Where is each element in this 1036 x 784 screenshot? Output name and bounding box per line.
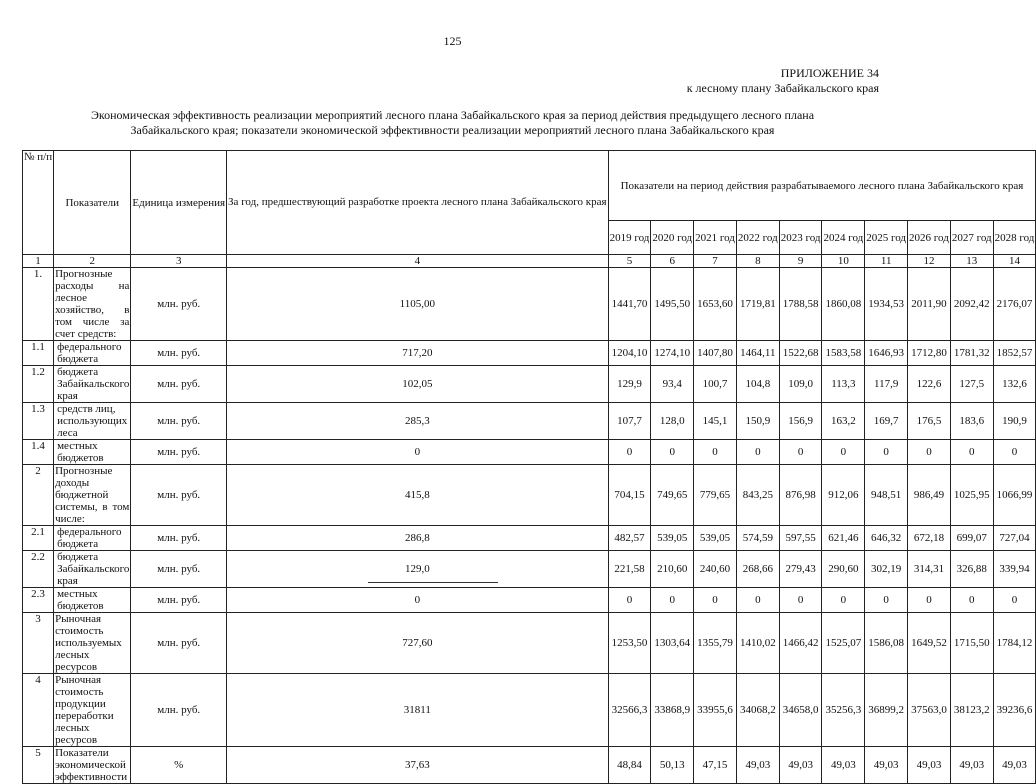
row-prev-year-value: 0 <box>227 440 609 465</box>
column-number: 4 <box>227 255 609 268</box>
row-year-value: 0 <box>651 440 694 465</box>
row-unit: млн. руб. <box>131 613 227 674</box>
row-prev-year-value: 129,0 <box>227 551 609 588</box>
row-number: 1. <box>23 268 54 341</box>
appendix-line-2: к лесному плану Забайкальского края <box>686 81 879 95</box>
row-year-value: 2176,07 <box>993 268 1036 341</box>
column-number: 14 <box>993 255 1036 268</box>
row-year-value: 109,0 <box>779 366 822 403</box>
header-period: Показатели на период действия разрабатываемого лесного плана Забайкальского края <box>608 151 1036 221</box>
row-year-value: 145,1 <box>694 403 737 440</box>
row-year-value: 1653,60 <box>694 268 737 341</box>
row-year-value: 672,18 <box>908 526 951 551</box>
title-line-2: Забайкальского края; показатели экономической эффективности реализации мероприятий лесного плана Забайкальского края <box>130 123 775 137</box>
row-year-value: 117,9 <box>865 366 908 403</box>
row-unit: млн. руб. <box>131 366 227 403</box>
table-row <box>23 551 1036 588</box>
row-year-value: 0 <box>950 440 993 465</box>
row-year-value: 35256,3 <box>822 674 865 747</box>
row-year-value: 1860,08 <box>822 268 865 341</box>
row-indicator-name: средств лиц, использующих леса <box>54 403 131 440</box>
row-prev-year-value: 717,20 <box>227 341 609 366</box>
row-year-value: 49,03 <box>779 747 822 784</box>
appendix-caption <box>687 66 879 96</box>
row-year-value: 1646,93 <box>865 341 908 366</box>
row-prev-year-value: 31811 <box>227 674 609 747</box>
row-number: 5 <box>23 747 54 784</box>
row-year-value: 1303,64 <box>651 613 694 674</box>
row-year-value: 948,51 <box>865 465 908 526</box>
row-year-value: 0 <box>736 588 779 613</box>
column-number: 13 <box>950 255 993 268</box>
row-year-value: 1441,70 <box>608 268 651 341</box>
table-row <box>23 268 1036 341</box>
row-year-value: 240,60 <box>694 551 737 588</box>
row-year-value: 163,2 <box>822 403 865 440</box>
header-year: 2025 год <box>865 221 908 255</box>
row-unit: млн. руб. <box>131 588 227 613</box>
row-indicator-name: Рыночная стоимость продукции переработки лесных ресурсов <box>54 674 131 747</box>
row-year-value: 39236,6 <box>993 674 1036 747</box>
row-year-value: 0 <box>779 440 822 465</box>
row-year-value: 704,15 <box>608 465 651 526</box>
row-year-value: 1715,50 <box>950 613 993 674</box>
row-unit: млн. руб. <box>131 526 227 551</box>
row-year-value: 0 <box>608 588 651 613</box>
table-row <box>23 674 1036 747</box>
row-number: 3 <box>23 613 54 674</box>
row-indicator-name: федерального бюджета <box>54 341 131 366</box>
row-year-value: 597,55 <box>779 526 822 551</box>
row-year-value: 912,06 <box>822 465 865 526</box>
row-unit: млн. руб. <box>131 551 227 588</box>
row-prev-year-value: 102,05 <box>227 366 609 403</box>
row-unit: млн. руб. <box>131 403 227 440</box>
row-year-value: 876,98 <box>779 465 822 526</box>
row-year-value: 646,32 <box>865 526 908 551</box>
row-year-value: 176,5 <box>908 403 951 440</box>
row-year-value: 339,94 <box>993 551 1036 588</box>
row-year-value: 1522,68 <box>779 341 822 366</box>
row-year-value: 113,3 <box>822 366 865 403</box>
row-prev-year-value: 727,60 <box>227 613 609 674</box>
row-year-value: 843,25 <box>736 465 779 526</box>
row-year-value: 132,6 <box>993 366 1036 403</box>
row-indicator-name: Прогнозные расходы на лесное хозяйство, в том числе за счет средств: <box>55 268 130 340</box>
row-number: 4 <box>23 674 54 747</box>
row-year-value: 33955,6 <box>694 674 737 747</box>
row-year-value: 0 <box>694 440 737 465</box>
row-year-value: 0 <box>993 440 1036 465</box>
row-unit: % <box>131 747 227 784</box>
row-year-value: 0 <box>950 588 993 613</box>
row-year-value: 539,05 <box>694 526 737 551</box>
row-year-value: 699,07 <box>950 526 993 551</box>
row-year-value: 107,7 <box>608 403 651 440</box>
row-year-value: 0 <box>608 440 651 465</box>
row-indicator-name: местных бюджетов <box>54 588 131 613</box>
row-year-value: 156,9 <box>779 403 822 440</box>
row-year-value: 1410,02 <box>736 613 779 674</box>
efficiency-table <box>22 150 1036 784</box>
table-row <box>23 440 1036 465</box>
row-year-value: 128,0 <box>651 403 694 440</box>
row-prev-year-value: 1105,00 <box>227 268 609 341</box>
header-year: 2019 год <box>608 221 651 255</box>
row-year-value: 1464,11 <box>736 341 779 366</box>
table-row <box>23 613 1036 674</box>
header-year: 2022 год <box>736 221 779 255</box>
row-year-value: 47,15 <box>694 747 737 784</box>
row-year-value: 36899,2 <box>865 674 908 747</box>
row-year-value: 183,6 <box>950 403 993 440</box>
row-year-value: 2092,42 <box>950 268 993 341</box>
row-year-value: 1274,10 <box>651 341 694 366</box>
row-year-value: 279,43 <box>779 551 822 588</box>
row-number: 1.2 <box>23 366 54 403</box>
row-year-value: 1719,81 <box>736 268 779 341</box>
row-year-value: 50,13 <box>651 747 694 784</box>
row-year-value: 1466,42 <box>779 613 822 674</box>
row-year-value: 0 <box>779 588 822 613</box>
row-prev-year-value: 0 <box>227 588 609 613</box>
table-row <box>23 465 1036 526</box>
row-year-value: 129,9 <box>608 366 651 403</box>
row-year-value: 0 <box>908 440 951 465</box>
table-row <box>23 341 1036 366</box>
row-year-value: 1355,79 <box>694 613 737 674</box>
table-body <box>23 255 1036 784</box>
row-year-value: 0 <box>694 588 737 613</box>
row-year-value: 1066,99 <box>993 465 1036 526</box>
row-unit: млн. руб. <box>131 465 227 526</box>
row-year-value: 0 <box>822 588 865 613</box>
column-number: 1 <box>23 255 54 268</box>
column-numbers-row <box>23 255 1036 268</box>
row-year-value: 49,03 <box>865 747 908 784</box>
footer-divider <box>368 582 498 583</box>
row-year-value: 0 <box>736 440 779 465</box>
column-number: 8 <box>736 255 779 268</box>
row-year-value: 104,8 <box>736 366 779 403</box>
row-indicator-name: федерального бюджета <box>54 526 131 551</box>
column-number: 3 <box>131 255 227 268</box>
row-year-value: 779,65 <box>694 465 737 526</box>
row-year-value: 1781,32 <box>950 341 993 366</box>
row-year-value: 1253,50 <box>608 613 651 674</box>
table-row <box>23 366 1036 403</box>
row-unit: млн. руб. <box>131 674 227 747</box>
header-prev-year: За год, предшествующий разработке проекта лесного плана Забайкальского края <box>227 151 609 255</box>
row-year-value: 314,31 <box>908 551 951 588</box>
row-year-value: 49,03 <box>993 747 1036 784</box>
row-year-value: 0 <box>822 440 865 465</box>
row-year-value: 34658,0 <box>779 674 822 747</box>
row-year-value: 290,60 <box>822 551 865 588</box>
header-indicator: Показатели <box>54 151 131 255</box>
table-row <box>23 588 1036 613</box>
row-number: 2.3 <box>23 588 54 613</box>
row-year-value: 49,03 <box>822 747 865 784</box>
header-year: 2024 год <box>822 221 865 255</box>
header-year: 2026 год <box>908 221 951 255</box>
row-indicator-name: Показатели экономической эффективности <box>54 747 131 784</box>
row-year-value: 1788,58 <box>779 268 822 341</box>
row-indicator-name: Рыночная стоимость используемых лесных ресурсов <box>54 613 131 674</box>
row-number: 1.3 <box>23 403 54 440</box>
column-number: 5 <box>608 255 651 268</box>
header-year: 2021 год <box>694 221 737 255</box>
row-year-value: 49,03 <box>736 747 779 784</box>
table-row <box>23 526 1036 551</box>
row-year-value: 49,03 <box>908 747 951 784</box>
page-number: 125 <box>443 34 462 48</box>
row-year-value: 268,66 <box>736 551 779 588</box>
column-number: 10 <box>822 255 865 268</box>
table-row <box>23 403 1036 440</box>
row-year-value: 150,9 <box>736 403 779 440</box>
row-number: 1.1 <box>23 341 54 366</box>
row-year-value: 2011,90 <box>908 268 951 341</box>
row-year-value: 127,5 <box>950 366 993 403</box>
row-year-value: 34068,2 <box>736 674 779 747</box>
row-year-value: 1495,50 <box>651 268 694 341</box>
document-title <box>40 108 865 138</box>
row-year-value: 38123,2 <box>950 674 993 747</box>
row-year-value: 326,88 <box>950 551 993 588</box>
row-year-value: 1583,58 <box>822 341 865 366</box>
row-year-value: 1204,10 <box>608 341 651 366</box>
column-number: 6 <box>651 255 694 268</box>
header-year: 2027 год <box>950 221 993 255</box>
row-year-value: 749,65 <box>651 465 694 526</box>
row-year-value: 986,49 <box>908 465 951 526</box>
header-year: 2020 год <box>651 221 694 255</box>
row-prev-year-value: 37,63 <box>227 747 609 784</box>
column-number: 11 <box>865 255 908 268</box>
row-prev-year-value: 285,3 <box>227 403 609 440</box>
row-year-value: 1712,80 <box>908 341 951 366</box>
row-year-value: 190,9 <box>993 403 1036 440</box>
row-indicator-name: бюджета Забайкальского края <box>54 551 131 588</box>
row-unit: млн. руб. <box>131 341 227 366</box>
header-year: 2028 год <box>993 221 1036 255</box>
row-prev-year-value: 415,8 <box>227 465 609 526</box>
row-year-value: 49,03 <box>950 747 993 784</box>
appendix-line-1: ПРИЛОЖЕНИЕ 34 <box>780 66 879 80</box>
header-year: 2023 год <box>779 221 822 255</box>
title-line-1: Экономическая эффективность реализации мероприятий лесного плана Забайкальского края за период действия предыдущего лесного плана <box>90 108 815 122</box>
row-year-value: 0 <box>993 588 1036 613</box>
row-year-value: 100,7 <box>694 366 737 403</box>
row-year-value: 1852,57 <box>993 341 1036 366</box>
row-year-value: 210,60 <box>651 551 694 588</box>
column-number: 9 <box>779 255 822 268</box>
row-year-value: 122,6 <box>908 366 951 403</box>
row-year-value: 93,4 <box>651 366 694 403</box>
row-year-value: 0 <box>651 588 694 613</box>
column-number: 2 <box>54 255 131 268</box>
row-year-value: 1525,07 <box>822 613 865 674</box>
row-year-value: 48,84 <box>608 747 651 784</box>
row-unit: млн. руб. <box>131 268 227 341</box>
column-number: 12 <box>908 255 951 268</box>
row-number: 2 <box>23 465 54 526</box>
row-year-value: 1586,08 <box>865 613 908 674</box>
row-number: 1.4 <box>23 440 54 465</box>
column-number: 7 <box>694 255 737 268</box>
row-year-value: 482,57 <box>608 526 651 551</box>
row-year-value: 33868,9 <box>651 674 694 747</box>
row-year-value: 0 <box>908 588 951 613</box>
row-year-value: 1407,80 <box>694 341 737 366</box>
row-year-value: 727,04 <box>993 526 1036 551</box>
table-row <box>23 747 1036 784</box>
row-indicator-name: Прогнозные доходы бюджетной системы, в том числе: <box>55 465 130 525</box>
row-indicator-name: местных бюджетов <box>54 440 131 465</box>
row-unit: млн. руб. <box>131 440 227 465</box>
row-year-value: 221,58 <box>608 551 651 588</box>
row-year-value: 169,7 <box>865 403 908 440</box>
row-year-value: 621,46 <box>822 526 865 551</box>
header-no: № п/п <box>23 151 54 255</box>
row-year-value: 0 <box>865 440 908 465</box>
row-year-value: 32566,3 <box>608 674 651 747</box>
row-year-value: 574,59 <box>736 526 779 551</box>
row-year-value: 1649,52 <box>908 613 951 674</box>
row-year-value: 302,19 <box>865 551 908 588</box>
row-indicator-name: бюджета Забайкальского края <box>54 366 131 403</box>
header-unit: Единица измерения <box>131 151 227 255</box>
row-year-value: 1934,53 <box>865 268 908 341</box>
row-year-value: 37563,0 <box>908 674 951 747</box>
row-number: 2.1 <box>23 526 54 551</box>
row-year-value: 539,05 <box>651 526 694 551</box>
row-year-value: 1025,95 <box>950 465 993 526</box>
row-year-value: 1784,12 <box>993 613 1036 674</box>
row-year-value: 0 <box>865 588 908 613</box>
row-number: 2.2 <box>23 551 54 588</box>
row-prev-year-value: 286,8 <box>227 526 609 551</box>
